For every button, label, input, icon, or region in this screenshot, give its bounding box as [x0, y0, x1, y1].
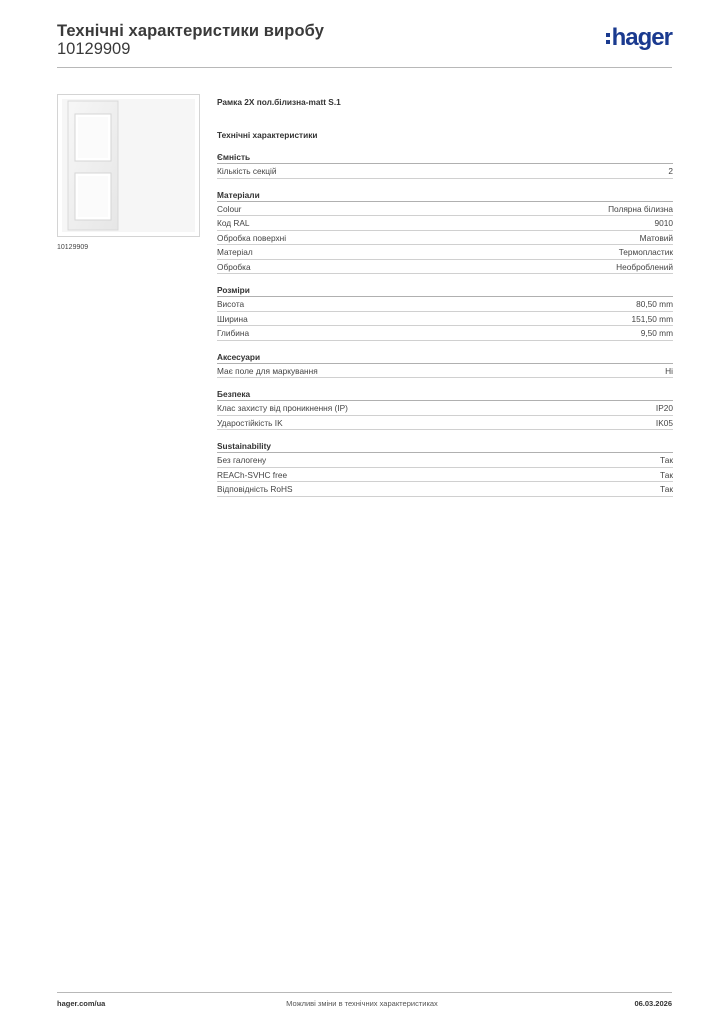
footer-disclaimer: Можливі зміни в технічних характеристиках: [286, 999, 438, 1008]
spec-row: [217, 482, 673, 497]
product-number: 10129909: [57, 40, 131, 58]
spec-group-capacity: [217, 151, 673, 179]
spec-row: [217, 231, 673, 246]
spec-value: IK05: [655, 417, 673, 428]
document-title: Технічні характеристики виробу: [57, 22, 324, 40]
spec-value: Так: [660, 455, 673, 465]
double-frame-illustration: [58, 95, 199, 236]
spec-row: [217, 401, 673, 416]
spec-group-title: Матеріали: [217, 189, 673, 202]
spec-label: Має поле для маркування: [217, 365, 318, 376]
logo-text: hager: [611, 24, 672, 51]
spec-group-title: Sustainability: [217, 440, 673, 453]
spec-row: [217, 245, 673, 260]
spec-label: Ширина: [217, 313, 248, 324]
spec-group-title: Розміри: [217, 284, 673, 297]
spec-row: [217, 202, 673, 217]
footer-website: hager.com/ua: [57, 999, 106, 1008]
spec-label: Матеріал: [217, 247, 253, 257]
spec-row: [217, 164, 673, 179]
spec-row: [217, 364, 673, 379]
spec-group-sustainability: [217, 440, 673, 497]
spec-label: Висота: [217, 299, 245, 309]
spec-value: Термопластик: [618, 247, 673, 257]
spec-value: Полярна білизна: [608, 203, 673, 214]
spec-label: Обробка поверхні: [217, 232, 287, 243]
spec-label: Без галогену: [217, 455, 267, 465]
spec-group-title: Аксесуари: [217, 351, 673, 364]
spec-group-accessories: [217, 351, 673, 379]
image-caption: 10129909: [57, 244, 89, 251]
spec-value: Необроблений: [616, 261, 673, 272]
spec-value: 80,50 mm: [636, 299, 673, 309]
footer-divider: [57, 992, 672, 993]
spec-row: [217, 453, 673, 468]
spec-group-title: Безпека: [217, 388, 673, 401]
spec-label: Обробка: [217, 261, 251, 272]
spec-value: Так: [660, 469, 673, 480]
spec-value: IP20: [655, 403, 673, 413]
specifications-panel: [217, 95, 673, 497]
hager-logo: [606, 26, 672, 50]
spec-value: 9,50 mm: [640, 328, 673, 338]
product-name: Рамка 2X пол.білизна-matt S.1: [217, 97, 341, 107]
spec-group-dimensions: [217, 284, 673, 341]
spec-label: Ударостійкість IK: [217, 417, 283, 428]
spec-label: Глибина: [217, 328, 250, 338]
spec-group-materials: [217, 189, 673, 275]
spec-row: [217, 297, 673, 312]
spec-value: 2: [668, 166, 673, 176]
spec-row: [217, 468, 673, 483]
spec-label: Код RAL: [217, 218, 250, 228]
spec-value: 9010: [654, 218, 673, 228]
header-divider: [57, 67, 672, 68]
specs-heading: Технічні характеристики: [217, 130, 318, 140]
spec-group-title: Ємність: [217, 151, 673, 164]
spec-value: Ні: [665, 365, 673, 376]
spec-group-safety: [217, 388, 673, 430]
spec-row: [217, 326, 673, 341]
spec-row: [217, 260, 673, 275]
spec-value: Так: [660, 484, 673, 494]
spec-row: [217, 312, 673, 327]
spec-label: Colour: [217, 203, 242, 214]
spec-label: Кількість секцій: [217, 166, 277, 176]
spec-row: [217, 416, 673, 431]
spec-value: 151,50 mm: [631, 313, 673, 324]
spec-value: Матовий: [639, 232, 673, 243]
spec-label: Відповідність RoHS: [217, 484, 293, 494]
product-image: [57, 94, 200, 237]
footer-date: 06.03.2026: [634, 999, 672, 1008]
spec-label: Клас захисту від проникнення (IP): [217, 403, 348, 413]
spec-label: REACh-SVHC free: [217, 469, 288, 480]
spec-row: [217, 216, 673, 231]
logo-mark-icon: [606, 33, 610, 44]
